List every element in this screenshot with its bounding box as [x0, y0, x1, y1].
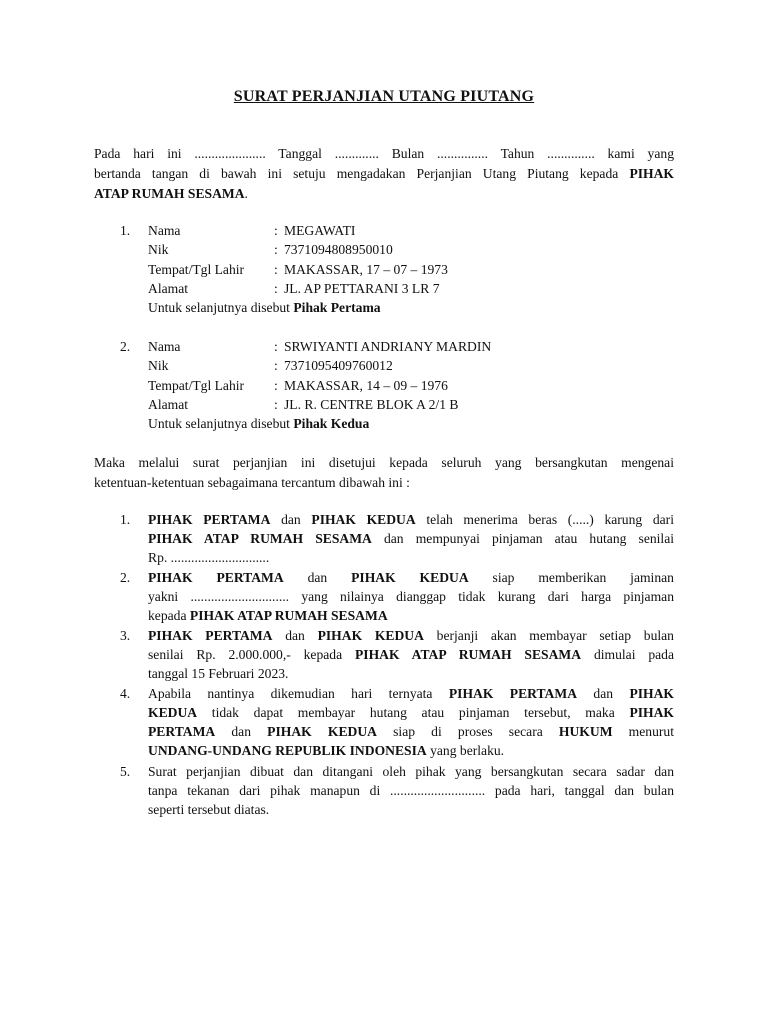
party-2-nama: SRWIYANTI ANDRIANY MARDIN — [284, 339, 492, 354]
party-1-alamat: JL. AP PETTARANI 3 LR 7 — [284, 280, 440, 296]
party-1-nama-row: Nama : MEGAWATI — [148, 221, 648, 240]
clause-5-number: 5. — [120, 764, 131, 779]
intro-paragraph — [94, 144, 674, 204]
party-1-ttl-row: Tempat/Tgl Lahir : MAKASSAR, 17 – 07 – 1973 — [148, 260, 648, 279]
party-1-ttl: MAKASSAR, 17 – 07 – 1973 — [284, 261, 448, 277]
party-1-nik: 7371094808950010 — [284, 242, 393, 258]
party-2-alamat: JL. R. CENTRE BLOK A 2/1 B — [284, 396, 459, 412]
clause-1-number: 1. — [120, 512, 131, 527]
party-2-role: Pihak Kedua — [293, 416, 370, 432]
party-1-role-row: Untuk selanjutnya disebut Pihak Pertama — [148, 298, 648, 317]
party-2-number: 2. — [120, 339, 131, 354]
intro-line-2: bertanda tangan di bawah ini setuju mengadakan Perjanjian Utang Piutang kepada PIHAK — [94, 166, 674, 181]
terms-intro-paragraph — [94, 453, 674, 493]
intro-line-1: Pada hari ini ..................... Tanggal ............. Bulan ............... Tahun .............. kami yang — [94, 146, 674, 161]
clause-2-number: 2. — [120, 570, 131, 585]
terms-intro-line-2: ketentuan-ketentuan sebagaimana tercantum dibawah ini : — [94, 475, 410, 490]
party-1-alamat-row: Alamat : JL. AP PETTARANI 3 LR 7 — [148, 279, 648, 298]
party-2-nik: 7371095409760012 — [284, 358, 393, 374]
party-2-nik-row: Nik : 7371095409760012 — [148, 356, 648, 375]
clause-4-number: 4. — [120, 686, 131, 701]
document-title: SURAT PERJANJIAN UTANG PIUTANG — [233, 88, 535, 105]
clause-3-number: 3. — [120, 628, 131, 643]
party-2-ttl: MAKASSAR, 14 – 09 – 1976 — [284, 377, 448, 393]
party-1-nik-row: Nik : 7371094808950010 — [148, 240, 648, 259]
party-1-role: Pihak Pertama — [293, 300, 381, 316]
party-2-role-row: Untuk selanjutnya disebut Pihak Kedua — [148, 414, 648, 433]
party-2-nama-row: Nama : SRWIYANTI ANDRIANY MARDIN — [148, 337, 648, 356]
party-2-ttl-row: Tempat/Tgl Lahir : MAKASSAR, 14 – 09 – 1976 — [148, 376, 648, 395]
document-page: SURAT PERJANJIAN UTANG PIUTANG Pada hari ini ..................... Tanggal ............. Bulan ............... Tahun .............. kami yang bertanda tangan di bawah ini setuju mengadakan Perjanjian Utang Piutang kepada PIHAK ATAP RUMAH SESAMA. 1. Nama : MEGAWATI Nik : 7371094808950010 Tempat/Tgl Lahir : MAKASSAR, 17 – 07 – 1973 Alamat : JL. AP PETTARANI 3 LR 7 Untuk selanjutnya disebut Pihak Pertama 2. Nama : SRWIYANTI ANDRIANY MARDIN Nik : 7371095409760012 Tempat/Tgl Lahir : MAKASSAR, 14 – 09 – 1976 Alamat : JL. R. CENTRE BLOK A 2/1 B Untuk selanjutnya disebut Pihak Kedua Maka melalui surat perjanjian ini disetujui kepada seluruh yang bersangkutan mengenai ketentuan-ketentuan sebagaimana tercantum dibawah ini : 1. PIHAK PERTAMA dan PIHAK KEDUA telah menerima beras (.....) karung dari PIHAK ATAP RUMAH SESAMA dan mempunyai pinjaman atau hutang senilai Rp. ............................. 2. PIHAK PERTAMA dan PIHAK KEDUA siap memberikan jaminan yakni ............................. yang nilainya dianggap tidak kurang dari harga pinjaman kepada PIHAK ATAP RUMAH SESAMA 3. PIHAK PERTAMA dan PIHAK KEDUA berjanji akan membayar setiap bulan senilai Rp. 2.000.000,- kepada PIHAK ATAP RUMAH SESAMA dimulai pada tanggal 15 Februari 2023. 4. Apabila nantinya dikemudian hari ternyata PIHAK PERTAMA dan PIHAK KEDUA tidak dapat membayar hutang atau pinjaman tersebut, maka PIHAK PERTAMA dan PIHAK KEDUA siap di proses secara HUKUM menurut UNDANG-UNDANG REPUBLIK INDONESIA yang berlaku. 5. Surat perjanjian dibuat dan ditangani oleh pihak yang bersangkutan secara sadar dan tanpa tekanan dari pihak manapun di ............................ pada hari, tanggal dan bulan seperti tersebut diatas. — [0, 0, 768, 1024]
party-1-nama: MEGAWATI — [284, 223, 356, 238]
party-2-alamat-row: Alamat : JL. R. CENTRE BLOK A 2/1 B — [148, 395, 648, 414]
terms-intro-line-1: Maka melalui surat perjanjian ini disetujui kepada seluruh yang bersangkutan mengenai — [94, 455, 674, 470]
party-1-number: 1. — [120, 223, 131, 238]
intro-line-3: ATAP RUMAH SESAMA. — [94, 186, 248, 201]
